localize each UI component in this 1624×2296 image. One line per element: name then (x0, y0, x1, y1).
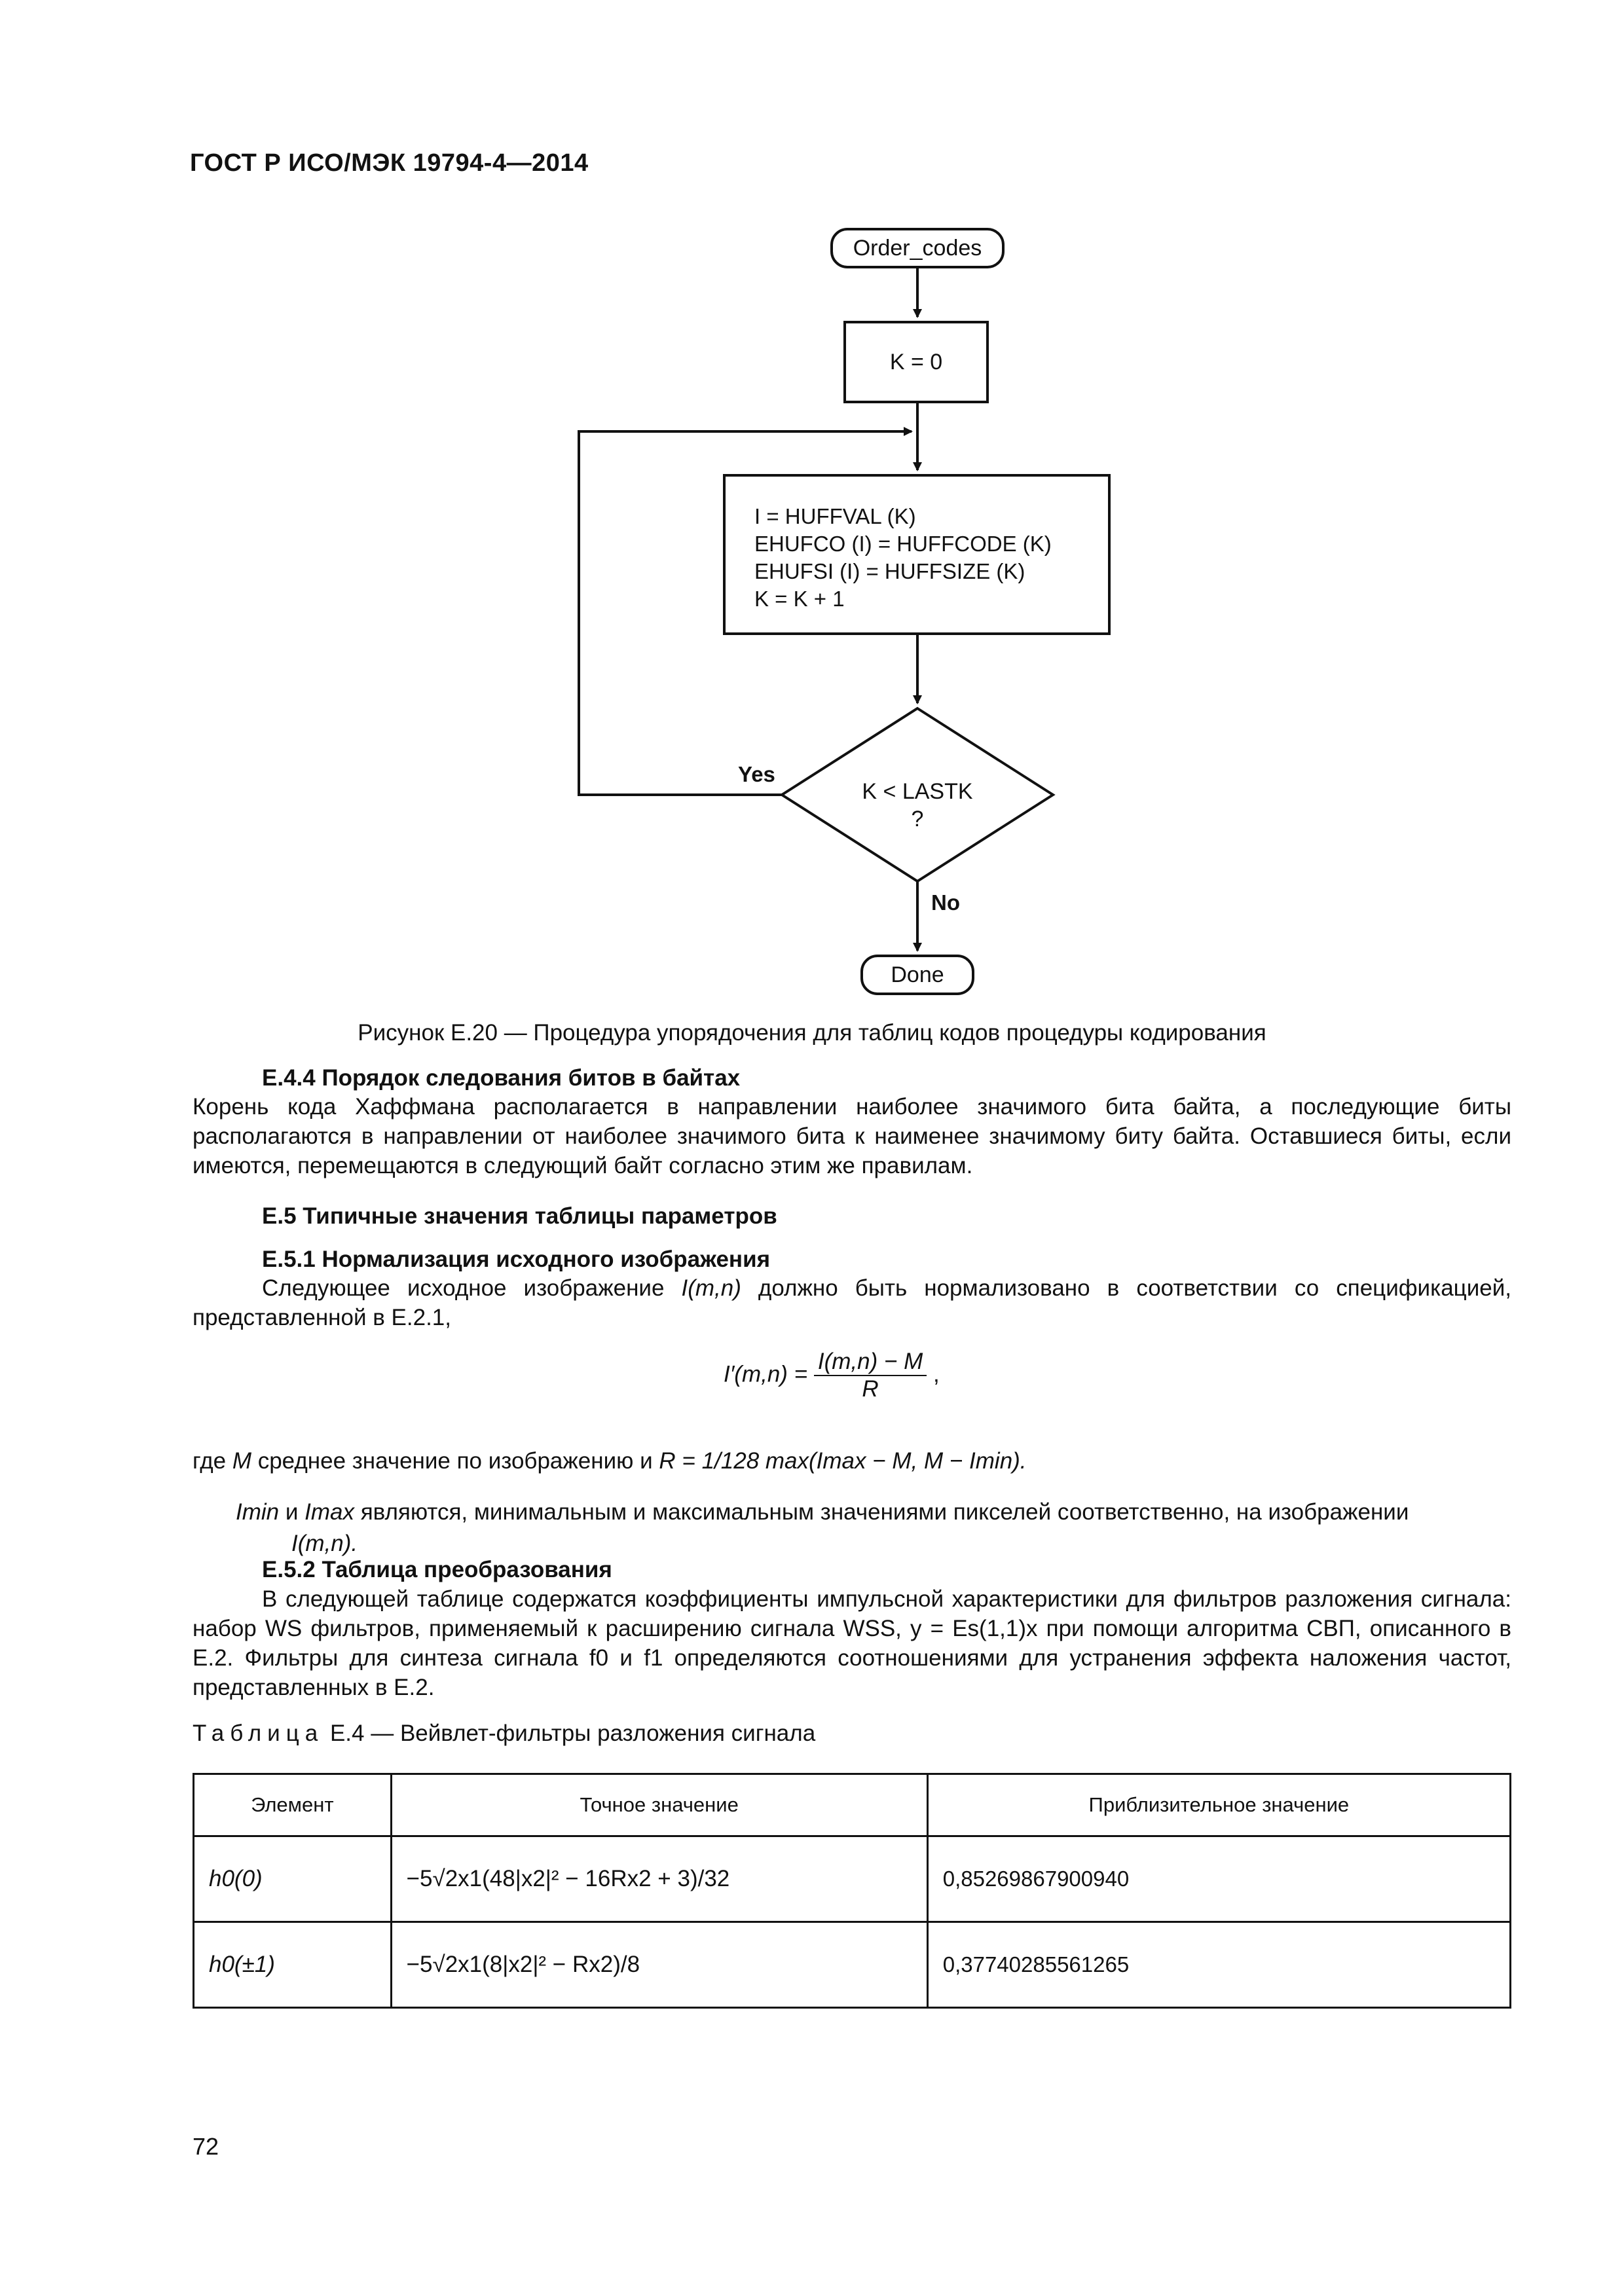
header-approx: Приблизительное значение (927, 1774, 1510, 1836)
header-element: Элемент (194, 1774, 392, 1836)
decision-line-1: K < LASTK (862, 779, 973, 804)
init-label: K = 0 (889, 350, 943, 374)
where-prefix: где (193, 1448, 232, 1474)
start-terminal (832, 229, 1003, 267)
start-label: Order_codes (853, 236, 982, 261)
end-label: Done (891, 962, 944, 987)
table-caption-rest: Е.4 — Вейвлет-фильтры разложения сигнала (323, 1721, 816, 1746)
minmax-and: и (279, 1499, 305, 1525)
document-header: ГОСТ Р ИСО/МЭК 19794-4—2014 (190, 149, 589, 177)
minmax-var: I(m,n). (291, 1531, 358, 1556)
table-header-row (194, 1774, 1511, 1836)
heading-e51: Е.5.1 Нормализация исходного изображения (262, 1247, 771, 1272)
flowchart (0, 0, 1624, 1021)
decision-line-2: ? (911, 807, 924, 831)
minmax-line (236, 1499, 1409, 1525)
cell-exact: −5√2x1(8|x2|² − Rx2)/8 (391, 1922, 927, 2008)
formula-denominator: R (862, 1376, 879, 1402)
process-line-3: EHUFSI (I) = HUFFSIZE (K) (754, 559, 1025, 583)
cell-approx: 0,37740285561265 (927, 1922, 1510, 2008)
cell-element: h0(0) (194, 1836, 392, 1922)
table-row (194, 1922, 1511, 2008)
header-exact: Точное значение (391, 1774, 927, 1836)
heading-e52: Е.5.2 Таблица преобразования (262, 1557, 612, 1582)
imax: Imax (304, 1499, 354, 1525)
process-line-1: I = HUFFVAL (K) (754, 504, 916, 528)
cell-approx: 0,85269867900940 (927, 1836, 1510, 1922)
cell-exact: −5√2x1(48|x2|² − 16Rx2 + 3)/32 (391, 1836, 927, 1922)
formula-lhs: I′(m,n) = (724, 1361, 808, 1387)
formula-numerator: I(m,n) − M (814, 1349, 927, 1376)
normalization-formula (724, 1349, 940, 1402)
end-terminal (862, 956, 973, 994)
paragraph-e51 (193, 1273, 1511, 1332)
figure-caption: Рисунок Е.20 — Процедура упорядочения для таблиц кодов процедуры кодирования (358, 1020, 1266, 1046)
where-formula: R = 1/128 max(Imax − M, M − Imin). (659, 1448, 1027, 1474)
page-number: 72 (193, 2133, 219, 2160)
e51-text-after: должно быть нормализовано в соответствии со спецификацией, представленной в Е.2.1, (193, 1275, 1511, 1330)
table-caption-prefix: Таблица (193, 1721, 324, 1746)
cell-element: h0(±1) (194, 1922, 392, 2008)
yes-label: Yes (738, 762, 775, 786)
formula-tail: , (933, 1361, 940, 1387)
e51-var: I(m,n) (681, 1275, 741, 1301)
where-m: M (232, 1448, 251, 1474)
decision-diamond (782, 708, 1053, 881)
table-caption (193, 1721, 815, 1747)
no-label: No (931, 890, 960, 915)
formula-fraction (814, 1349, 927, 1402)
minmax-text: являются, минимальным и максимальным значениями пикселей соответственно, на изображении (354, 1499, 1409, 1525)
process-line-2: EHUFCO (I) = HUFFCODE (K) (754, 532, 1052, 556)
heading-e44: Е.4.4 Порядок следования битов в байтах (262, 1065, 741, 1091)
paragraph-e52: В следующей таблице содержатся коэффициенты импульсной характеристики для фильтров разложения сигнала: набор WS фильтров, применяемый к расширению сигнала WSS, y = Es(1,1)x при помощи алгоритма СВП, описанного в Е.2. Фильтры для синтеза сигнала f0 и f1 определяются соотношениями для устранения эффекта наложения частот, представленных в Е.2. (193, 1586, 1511, 1700)
heading-e5: Е.5 Типичные значения таблицы параметров (262, 1203, 777, 1229)
e51-text-before: Следующее исходное изображение (262, 1275, 682, 1301)
process-line-4: K = K + 1 (754, 587, 845, 611)
paragraph-e44: Корень кода Хаффмана располагается в направлении наиболее значимого бита байта, а последующие биты располагаются в направлении от наиболее значимого бита к наименее значимому биту байта. Оставшиеся биты, если имеются, перемещаются в следующий байт согласно этим же правилам. (193, 1094, 1511, 1178)
wavelet-table (193, 1773, 1511, 2009)
where-text: среднее значение по изображению и (251, 1448, 659, 1474)
imin: Imin (236, 1499, 280, 1525)
table-row (194, 1836, 1511, 1922)
init-box (845, 322, 987, 402)
process-box (724, 475, 1109, 634)
where-line (193, 1448, 1027, 1474)
